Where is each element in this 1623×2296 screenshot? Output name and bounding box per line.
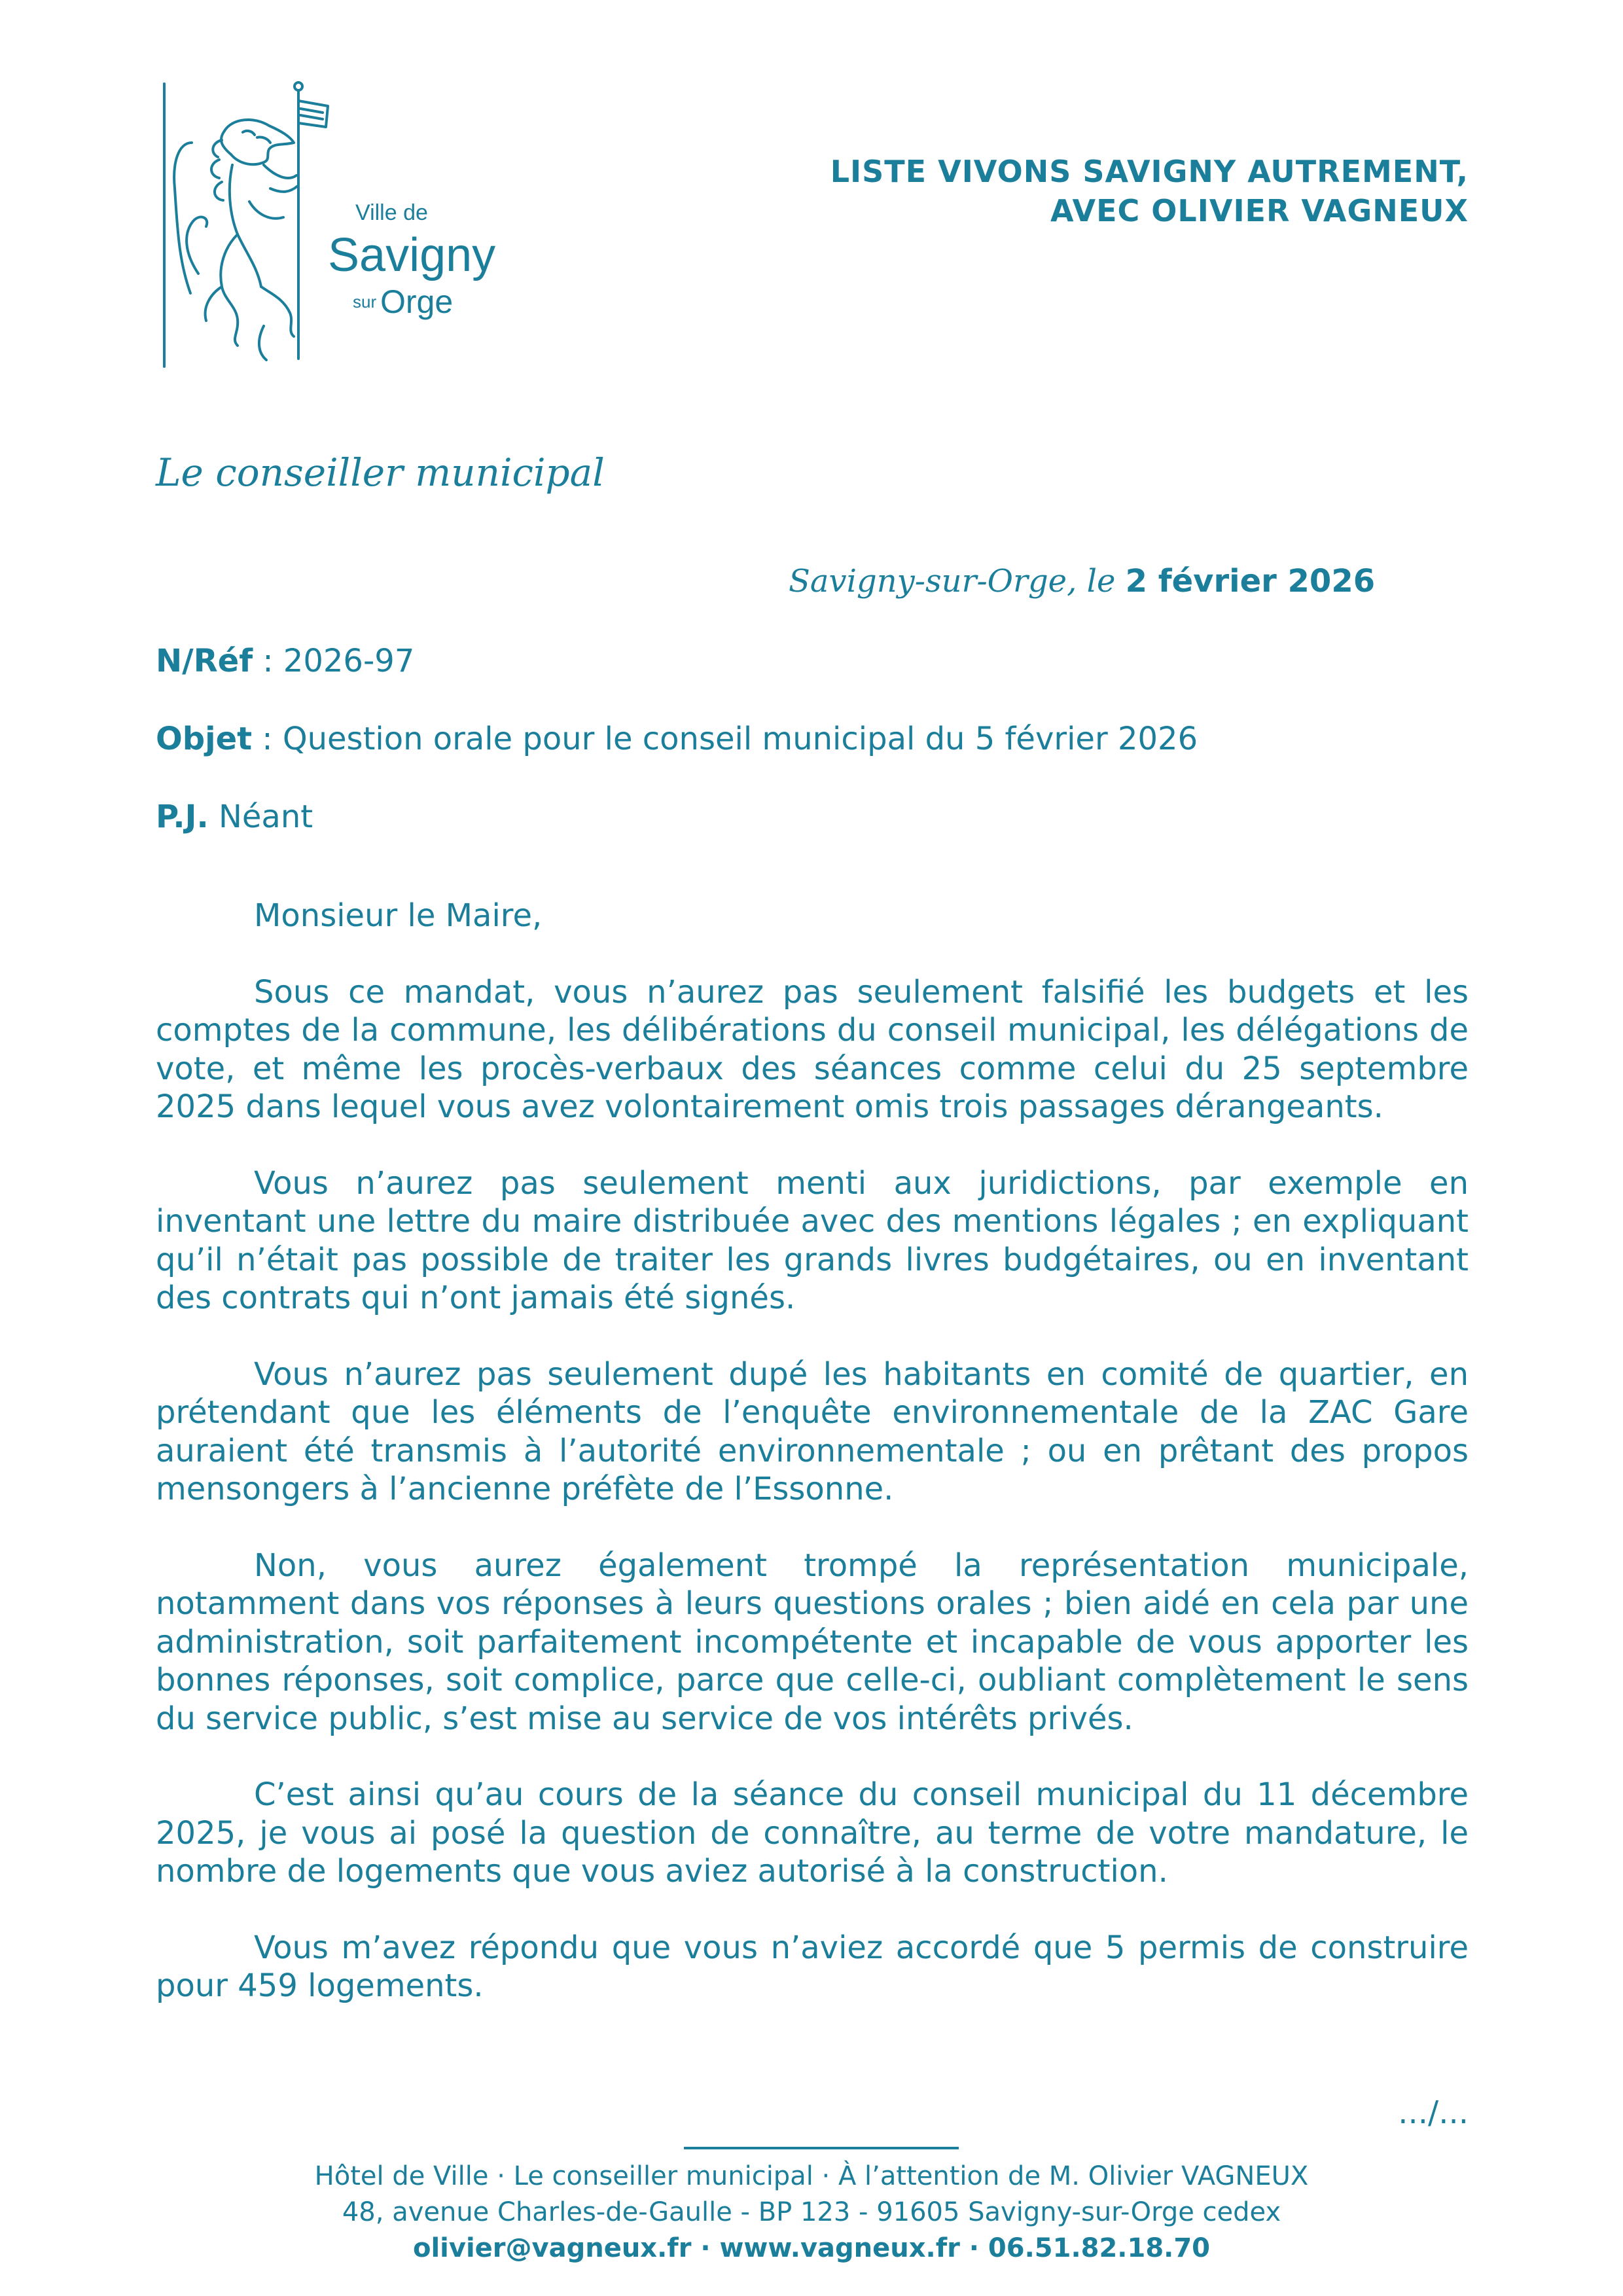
paragraph: C’est ainsi qu’au cours de la séance du conseil municipal du 11 décembre 2025, je vous ai posé la question de connaître, au terme de votre mandature, le nombre de logements que vous aviez autorisé à la construction. (156, 1776, 1469, 1890)
footer-address-line1: Hôtel de Ville · Le conseiller municipal · À l’attention de M. Olivier VAGNEUX (314, 2161, 1309, 2191)
paragraph: Non, vous aurez également trompé la représentation municipale, notamment dans vos réponses à leurs questions orales ; bien aidé en cela par une administration, soit parfaitement incompétente et incapable de vous apporter les bonnes réponses, soit complice, parce que celle-ci, oubliant complètement le sens du service public, s’est mise au service de vos intérêts privés. (156, 1547, 1469, 1737)
letter-date: 2 février 2026 (1125, 563, 1376, 600)
logo-ville-de: Ville de (355, 200, 428, 225)
paragraph: Sous ce mandat, vous n’aurez pas seulement falsifié les budgets et les comptes de la commune, les délibérations du conseil municipal, les délégations de vote, et même les procès-verbaux des séances comme celui du 25 septembre 2025 dans lequel vous avez volontairement omis trois passages dérangeants. (156, 973, 1469, 1125)
attachments-label: P.J. (156, 798, 209, 835)
list-title-line2: AVEC OLIVIER VAGNEUX (1050, 193, 1469, 228)
continued-marker: .../... (1398, 2094, 1469, 2131)
subject-value: : Question orale pour le conseil municipal du 5 février 2026 (262, 721, 1198, 757)
place-and-date (789, 563, 1375, 600)
reference-line (156, 643, 414, 679)
list-title-line1: LISTE VIVONS SAVIGNY AUTREMENT, (830, 154, 1469, 189)
subject-label: Objet (156, 721, 253, 757)
paragraph: Vous m’avez répondu que vous n’aviez accordé que 5 permis de construire pour 459 logements. (156, 1929, 1469, 2004)
reference-value: : 2026-97 (262, 643, 415, 679)
list-title (830, 152, 1469, 230)
lion-banner-icon (159, 77, 499, 372)
subject-line (156, 721, 1198, 757)
paragraph: Vous n’aurez pas seulement dupé les habitants en comité de quartier, en prétendant que les éléments de l’enquête environnementale de la ZAC Gare auraient été transmis à l’autorité environnementale ; ou en prêtant des propos mensongers à l’ancienne préfète de l’Essonne. (156, 1355, 1469, 1507)
place: Savigny-sur-Orge, le (789, 563, 1116, 600)
footer-contact: olivier@vagneux.fr · www.vagneux.fr · 06.51.82.18.70 (412, 2233, 1211, 2263)
logo-sur: sur (353, 292, 377, 312)
attachments-line (156, 798, 313, 835)
city-logo (159, 77, 499, 372)
salutation: Monsieur le Maire, (254, 897, 543, 934)
sender-role: Le conseiller municipal (156, 450, 605, 495)
letter-body (156, 897, 1469, 2043)
attachments-value: Néant (218, 798, 313, 835)
footer-divider (684, 2147, 959, 2149)
logo-savigny: Savigny (328, 229, 496, 281)
logo-orge: Orge (380, 283, 454, 320)
paragraph: Vous n’aurez pas seulement menti aux juridictions, par exemple en inventant une lettre du maire distribuée avec des mentions légales ; en expliquant qu’il n’était pas possible de traiter les grands livres budgétaires, ou en inventant des contrats qui n’ont jamais été signés. (156, 1164, 1469, 1316)
footer (0, 2159, 1623, 2267)
footer-address-line2: 48, avenue Charles-de-Gaulle - BP 123 - 91605 Savigny-sur-Orge cedex (342, 2197, 1281, 2227)
reference-label: N/Réf (156, 643, 253, 679)
